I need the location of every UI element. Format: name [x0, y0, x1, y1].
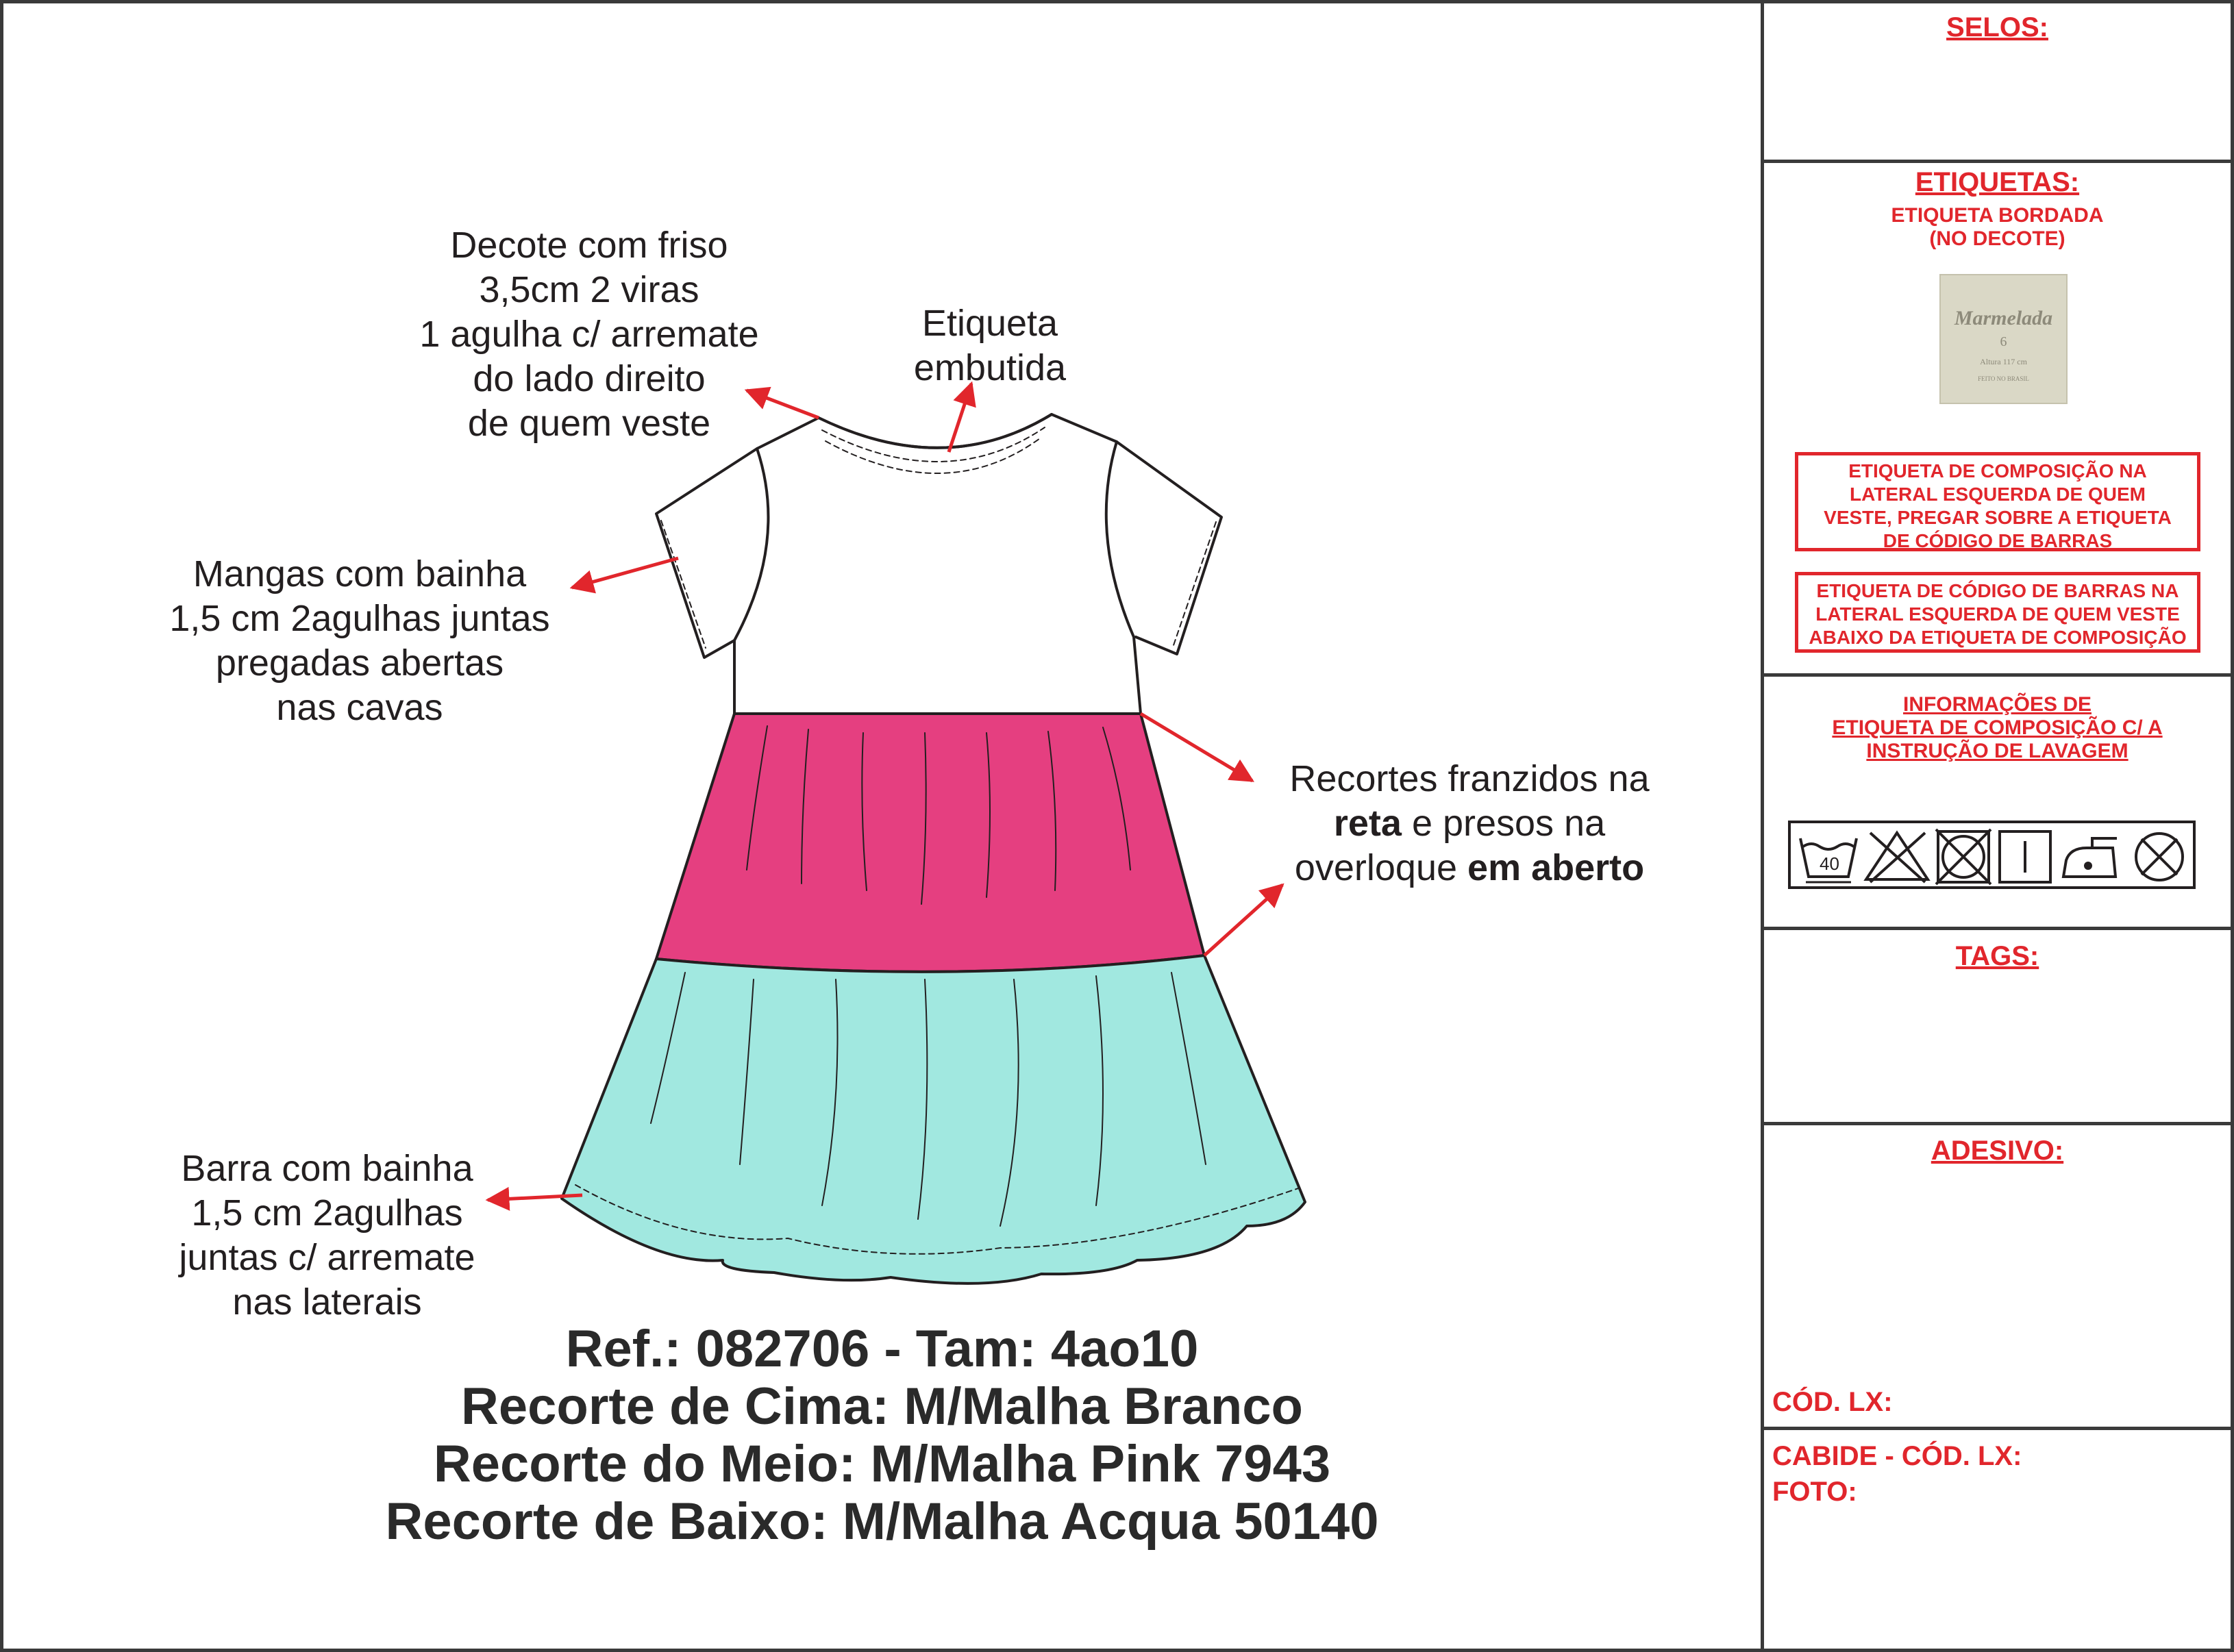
- arrow-seam-bottom: [1204, 885, 1282, 955]
- bodice: [734, 414, 1141, 714]
- wash-40-icon: [1800, 838, 1857, 888]
- tags-title: TAGS:: [1955, 941, 2039, 971]
- divider: [1761, 160, 2234, 163]
- arrow-seam-top: [1141, 714, 1252, 781]
- adesivo-title: ADESIVO:: [1931, 1136, 2064, 1166]
- etiquetas-title: ETIQUETAS:: [1915, 167, 2080, 197]
- divider: [1761, 927, 2234, 930]
- photo-label: FOTO:: [1772, 1477, 1857, 1507]
- composition-label-box: ETIQUETA DE COMPOSIÇÃO NA LATERAL ESQUERDA DE QUEM VESTE, PREGAR SOBRE A ETIQUETA DE CÓDIGO DE BARRAS: [1795, 452, 2200, 551]
- spec-ref: Ref.: 082706 - Tam: 4ao10: [565, 1320, 1199, 1378]
- cod-lx: CÓD. LX:: [1772, 1387, 1893, 1417]
- line-dry-icon: [2000, 831, 2050, 882]
- barcode-label-box: ETIQUETA DE CÓDIGO DE BARRAS NA LATERAL ESQUERDA DE QUEM VESTE ABAIXO DA ETIQUETA DE COMPOSIÇÃO: [1795, 572, 2200, 653]
- aqua-tier: [562, 955, 1305, 1284]
- note-seams: Recortes franzidos na reta e presos na overloque em aberto: [1289, 758, 1650, 888]
- pink-tier: [656, 714, 1204, 972]
- divider: [1761, 673, 2234, 677]
- arrow-label: [949, 384, 971, 452]
- note-label: Etiqueta embutida: [913, 303, 1067, 388]
- divider: [1761, 1427, 2234, 1430]
- hanger-cod-lx: CABIDE - CÓD. LX:: [1772, 1441, 2022, 1471]
- arrow-sleeve: [572, 558, 678, 588]
- svg-text:40: 40: [1820, 853, 1839, 874]
- no-tumble-dry-icon: [1936, 829, 1991, 884]
- no-bleach-icon: [1866, 833, 1928, 882]
- spec-middle-fabric: Recorte do Meio: M/Malha Pink 7943: [433, 1435, 1331, 1493]
- etiqueta-bordada: ETIQUETA BORDADA (NO DECOTE): [1891, 204, 2104, 250]
- divider: [1761, 1122, 2234, 1125]
- spec-top-fabric: Recorte de Cima: M/Malha Branco: [461, 1377, 1303, 1436]
- note-sleeves: Mangas com bainha 1,5 cm 2agulhas juntas pregadas abertas nas cavas: [169, 553, 550, 728]
- woven-label: Marmelada 6 Altura 117 cm FEITO NO BRASIL: [1939, 274, 2068, 404]
- right-sleeve: [1117, 442, 1221, 654]
- care-info-title: INFORMAÇÕES DE ETIQUETA DE COMPOSIÇÃO C/ A INSTRUÇÃO DE LAVAGEM: [1832, 693, 2163, 762]
- no-dry-clean-icon: [2136, 834, 2183, 880]
- iron-low-icon: [2063, 838, 2117, 877]
- care-symbols-strip: [1788, 821, 2196, 889]
- note-hem: Barra com bainha 1,5 cm 2agulhas juntas c/ arremate nas laterais: [179, 1148, 475, 1323]
- note-neckline: Decote com friso 3,5cm 2 viras 1 agulha c/ arremate do lado direito de quem veste: [419, 225, 759, 444]
- selos-title: SELOS:: [1946, 12, 2048, 42]
- spec-bottom-fabric: Recorte de Baixo: M/Malha Acqua 50140: [385, 1492, 1379, 1551]
